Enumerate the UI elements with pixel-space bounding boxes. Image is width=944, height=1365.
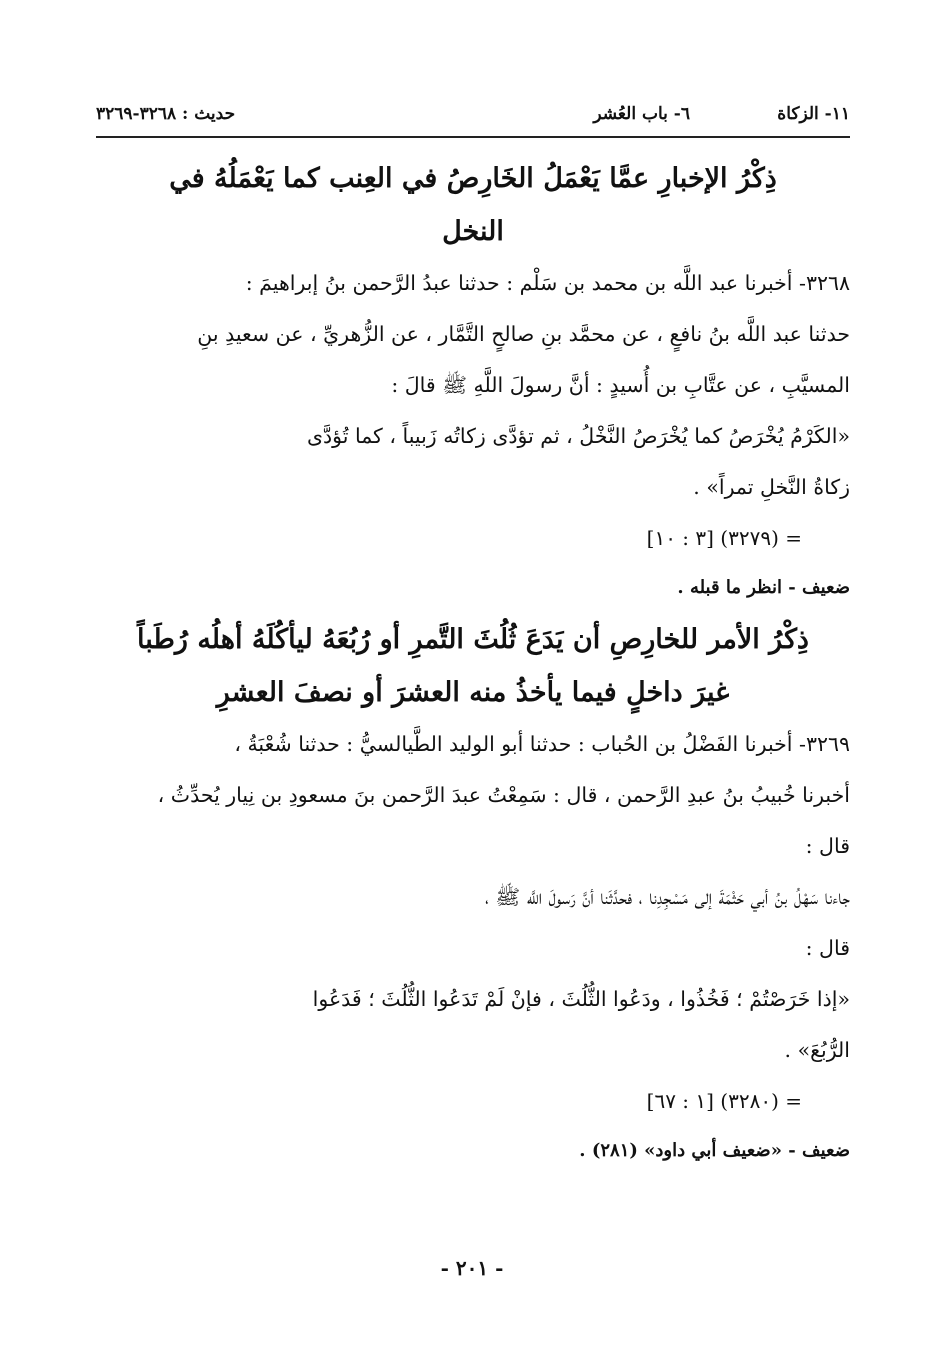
text-line: ٣٢٦٨- أخبرنا عبد اللَّه بن محمد بن سَلْم : حدثنا عبدُ الرَّحمن بنُ إبراهيمَ : xyxy=(245,271,850,295)
running-header xyxy=(96,96,850,138)
header-book: ١١- الزكاة xyxy=(777,104,850,124)
text-line: أخبرنا خُبيبُ بنُ عبدِ الرَّحمن ، قال : سَمِعْتُ عبدَ الرَّحمن بنَ مسعودِ بن نِيار يُحدِّثُ ، xyxy=(157,783,850,807)
title-line: ذِكْرُ الأمر للخارِصِ أن يَدَعَ ثُلُثَ التَّمرِ أو رُبُعَهُ ليأكُلَهُ أهلُه رُطَباً xyxy=(137,624,809,655)
cross-reference: = (٣٢٨٠) [١ : ٦٧] xyxy=(646,1089,802,1113)
text-line: المسيَّبِ ، عن عتَّابِ بن أُسيدٍ : أنَّ رسولَ اللَّهِ ﷺ قالَ : xyxy=(391,373,850,397)
text-line: الرُّبُعَ» . xyxy=(784,1038,850,1062)
page-number: - ٢٠١ - xyxy=(440,1256,504,1280)
section-title-2 xyxy=(96,613,850,719)
title-line: غيرَ داخلٍ فيما يأخذُ منه العشرَ أو نصفَ العشرِ xyxy=(216,677,730,708)
hadith-text-3268 xyxy=(96,258,850,513)
header-hadith-range: حديث : ٣٢٦٨-٣٢٦٩ xyxy=(96,104,236,124)
hadith-grade: ضعيف - «ضعيف أبي داود» (٢٨١) . xyxy=(579,1140,850,1161)
title-line: النخل xyxy=(442,216,504,247)
text-line: ٣٢٦٩- أخبرنا الفَضْلُ بن الحُباب : حدثنا أبو الوليد الطَّيالسيُّ : حدثنا شُعْبَةُ ، xyxy=(234,732,850,756)
header-chapter: ٦- باب العُشر xyxy=(593,104,690,124)
text-line: زكاةُ النَّخلِ تمراً» . xyxy=(693,475,850,499)
hadith-grade: ضعيف - انظر ما قبله . xyxy=(677,577,850,598)
hadith-text-3269 xyxy=(96,719,850,1076)
title-line: ذِكْرُ الإخبارِ عمَّا يَعْمَلُ الخَارِصُ في العِنب كما يَعْمَلُهُ في xyxy=(169,163,777,194)
text-line: قال : xyxy=(805,834,850,858)
section-title-1 xyxy=(96,152,850,258)
cross-reference: = (٣٢٧٩) [٣ : ١٠] xyxy=(646,526,802,550)
page-body xyxy=(96,96,850,1176)
text-line: «إذا خَرَصْتُمْ ؛ فَخُذُوا ، ودَعُوا الثُّلُثَ ، فإنْ لَمْ تَدَعُوا الثُّلُثَ ؛ فَدَعُوا xyxy=(312,987,850,1011)
text-line: حدثنا عبد اللَّه بنُ نافعٍ ، عن محمَّد بنِ صالحٍ التَّمَّار ، عن الزُّهريِّ ، عن سعيدِ بنِ xyxy=(197,322,850,346)
text-line: قال : xyxy=(805,936,850,960)
text-line: «الكَرْمُ يُخْرَصُ كما يُخْرَصُ النَّخْلُ ، ثم تؤدَّى زكاتُه زَبيباً ، كما تُؤدَّى xyxy=(306,424,850,448)
text-line: جاءنا سَهْلُ بنُ أبي حَثْمَةَ إلى مَسْجِدِنا ، فحدَّثَنا أنَّ رَسولَ اللَّه ﷺ ، xyxy=(484,885,850,909)
